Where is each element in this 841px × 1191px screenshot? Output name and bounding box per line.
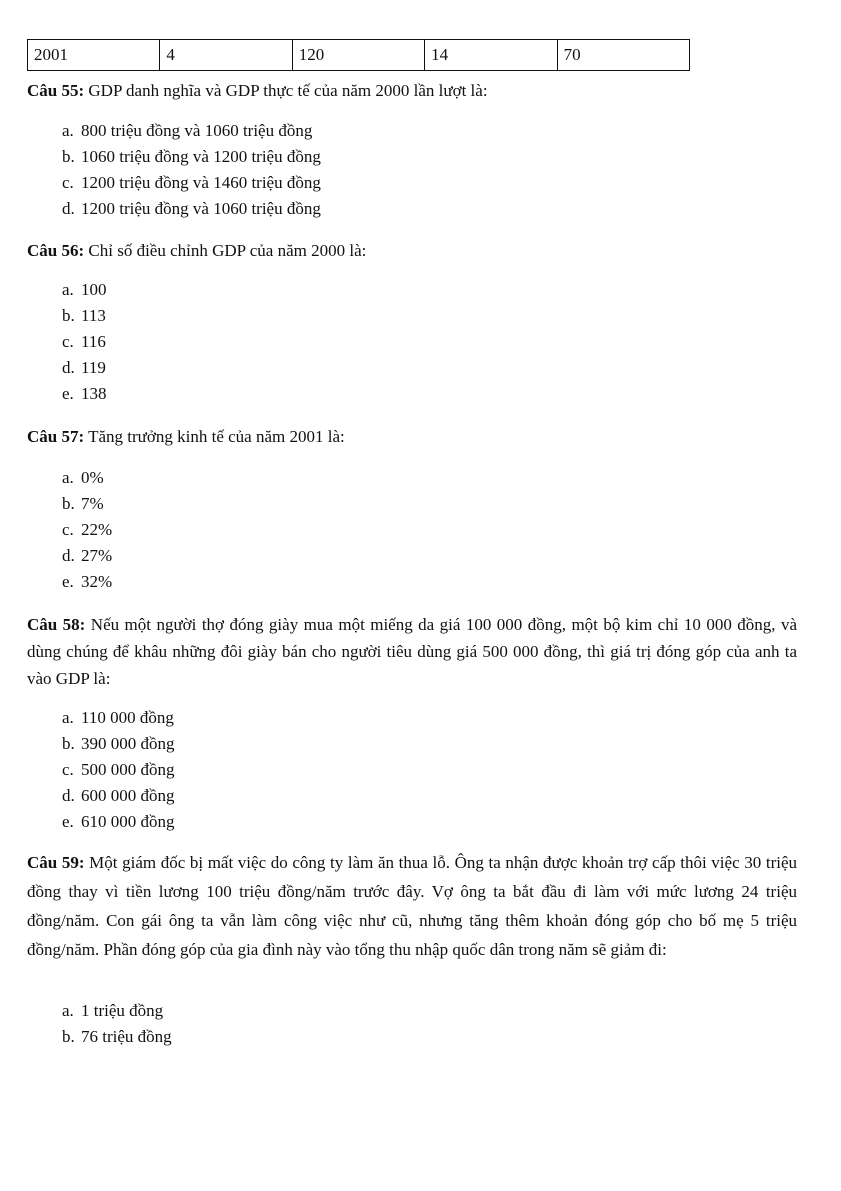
- question-number: Câu 59:: [27, 853, 85, 872]
- option-letter: c.: [62, 332, 74, 351]
- table-cell: 14: [425, 40, 557, 71]
- option-letter: b.: [62, 1027, 75, 1046]
- option-item: [62, 731, 175, 757]
- option-text: 1060 triệu đồng và 1200 triệu đồng: [81, 147, 321, 166]
- question-56: [27, 237, 797, 264]
- option-letter: b.: [62, 494, 75, 513]
- option-letter: a.: [62, 280, 74, 299]
- table-cell: 2001: [28, 40, 160, 71]
- option-letter: d.: [62, 199, 75, 218]
- options-57: [62, 465, 112, 595]
- options-56: [62, 277, 107, 407]
- option-letter: e.: [62, 812, 74, 831]
- question-text: GDP danh nghĩa và GDP thực tế của năm 2000 lần lượt là:: [88, 81, 488, 100]
- option-item: [62, 998, 172, 1024]
- option-text: 119: [81, 358, 106, 377]
- option-letter: d.: [62, 358, 75, 377]
- option-letter: e.: [62, 384, 74, 403]
- option-text: 0%: [81, 468, 104, 487]
- option-text: 110 000 đồng: [81, 708, 174, 727]
- option-text: 610 000 đồng: [81, 812, 175, 831]
- option-item: [62, 329, 107, 355]
- option-letter: c.: [62, 520, 74, 539]
- option-item: [62, 705, 175, 731]
- option-letter: c.: [62, 760, 74, 779]
- option-letter: d.: [62, 786, 75, 805]
- question-number: Câu 58:: [27, 615, 86, 634]
- question-text: Chỉ số điều chỉnh GDP của năm 2000 là:: [88, 241, 367, 260]
- option-text: 100: [81, 280, 107, 299]
- table-cell: 4: [160, 40, 292, 71]
- option-item: [62, 381, 107, 407]
- option-item: [62, 491, 112, 517]
- option-letter: b.: [62, 734, 75, 753]
- option-item: [62, 118, 321, 144]
- option-text: 138: [81, 384, 107, 403]
- question-text: Tăng trưởng kinh tế của năm 2001 là:: [88, 427, 345, 446]
- option-item: [62, 170, 321, 196]
- option-item: [62, 569, 112, 595]
- option-text: 113: [81, 306, 106, 325]
- option-letter: c.: [62, 173, 74, 192]
- option-item: [62, 196, 321, 222]
- option-letter: b.: [62, 306, 75, 325]
- option-text: 1200 triệu đồng và 1060 triệu đồng: [81, 199, 321, 218]
- question-number: Câu 57:: [27, 427, 85, 446]
- option-letter: a.: [62, 1001, 74, 1020]
- option-item: [62, 783, 175, 809]
- option-item: [62, 543, 112, 569]
- option-item: [62, 517, 112, 543]
- table-row: [28, 40, 690, 71]
- data-table: [27, 39, 690, 71]
- question-55: [27, 77, 797, 104]
- question-number: Câu 55:: [27, 81, 85, 100]
- options-59: [62, 998, 172, 1050]
- option-text: 22%: [81, 520, 113, 539]
- table-cell: 120: [292, 40, 424, 71]
- option-text: 600 000 đồng: [81, 786, 175, 805]
- option-item: [62, 277, 107, 303]
- table-cell: 70: [557, 40, 689, 71]
- option-item: [62, 355, 107, 381]
- option-text: 7%: [81, 494, 104, 513]
- question-number: Câu 56:: [27, 241, 85, 260]
- option-text: 800 triệu đồng và 1060 triệu đồng: [81, 121, 313, 140]
- option-item: [62, 303, 107, 329]
- option-item: [62, 757, 175, 783]
- option-text: 390 000 đồng: [81, 734, 175, 753]
- option-item: [62, 809, 175, 835]
- option-text: 500 000 đồng: [81, 760, 175, 779]
- option-item: [62, 1024, 172, 1050]
- option-letter: a.: [62, 468, 74, 487]
- option-text: 27%: [81, 546, 113, 565]
- option-letter: b.: [62, 147, 75, 166]
- option-text: 116: [81, 332, 106, 351]
- option-letter: a.: [62, 708, 74, 727]
- option-letter: d.: [62, 546, 75, 565]
- option-text: 1 triệu đồng: [81, 1001, 164, 1020]
- question-text: Nếu một người thợ đóng giày mua một miếng da giá 100 000 đồng, một bộ kim chỉ 10 000 đồng, và dùng chúng để khâu những đôi giày bán cho người tiêu dùng giá 500 000 đồng, thì giá trị đóng góp của anh ta vào GDP là:: [27, 615, 798, 688]
- question-58: [27, 611, 797, 692]
- option-text: 76 triệu đồng: [81, 1027, 172, 1046]
- option-item: [62, 465, 112, 491]
- options-55: [62, 118, 321, 222]
- question-57: [27, 423, 797, 450]
- option-text: 1200 triệu đồng và 1460 triệu đồng: [81, 173, 321, 192]
- question-text: Một giám đốc bị mất việc do công ty làm ăn thua lỗ. Ông ta nhận được khoản trợ cấp thôi việc 30 triệu đồng thay vì tiền lương 100 triệu đồng/năm trước đây. Vợ ông ta bắt đầu đi làm với mức lương 24 triệu đồng/năm. Con gái ông ta vẫn làm công việc như cũ, nhưng tăng thêm khoản đóng góp cho bố mẹ 5 triệu đồng/năm. Phần đóng góp của gia đình này vào tổng thu nhập quốc dân trong năm sẽ giảm đi:: [27, 853, 798, 959]
- options-58: [62, 705, 175, 835]
- option-text: 32%: [81, 572, 113, 591]
- option-letter: a.: [62, 121, 74, 140]
- option-item: [62, 144, 321, 170]
- option-letter: e.: [62, 572, 74, 591]
- question-59: [27, 848, 797, 964]
